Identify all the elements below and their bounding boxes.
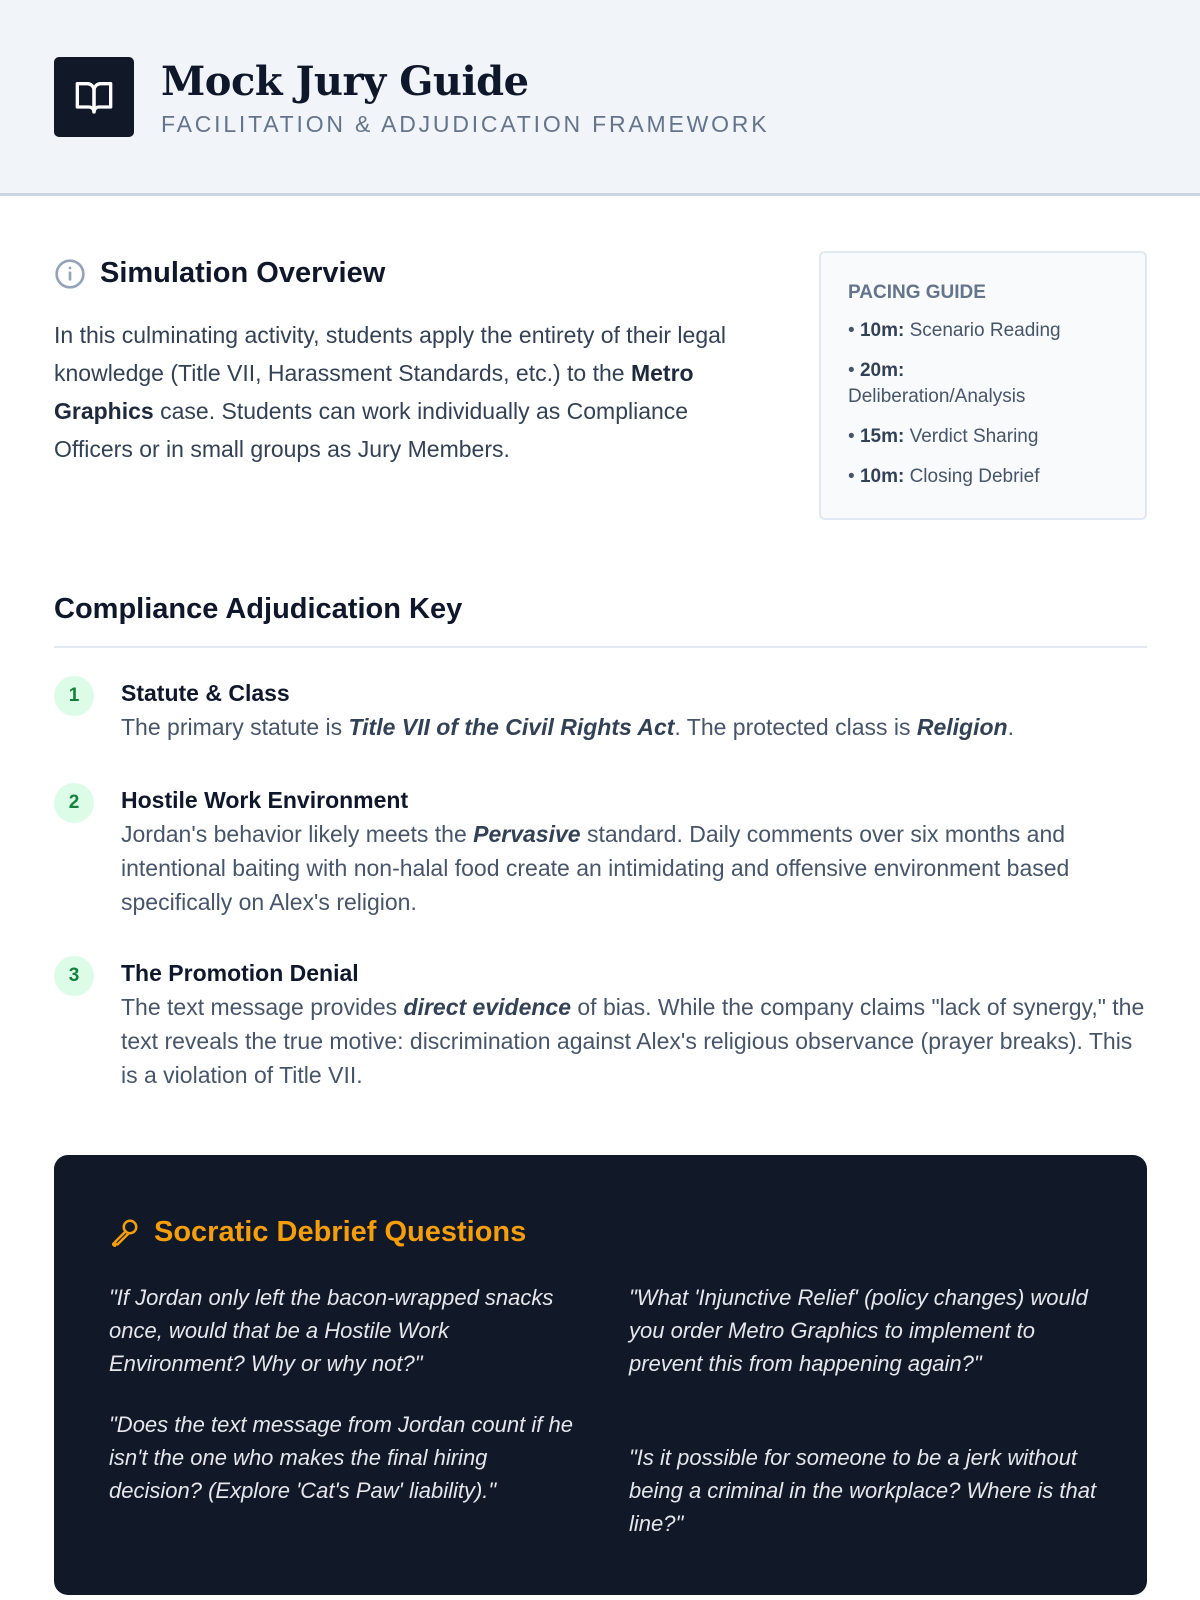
emphasis-text: Pervasive <box>473 821 581 847</box>
pacing-label: Deliberation/Analysis <box>848 386 1026 407</box>
microphone-icon <box>110 1215 140 1249</box>
number-badge: 2 <box>54 783 94 823</box>
number-badge: 1 <box>54 676 94 716</box>
debrief-panel <box>54 1155 1147 1595</box>
body-text: The primary statute is <box>121 714 349 740</box>
pacing-guide-card <box>819 251 1147 520</box>
key-item-body <box>121 990 1147 1092</box>
emphasis-text: Religion <box>916 714 1008 740</box>
debrief-question: "If Jordan only left the bacon-wrapped snacks once, would that be a Hostile Work Environment? Why or why not?" <box>109 1285 554 1376</box>
debrief-question: "Is it possible for someone to be a jerk without being a criminal in the workplace? Where is that line?" <box>629 1445 1097 1536</box>
pacing-time: 20m: <box>859 360 905 381</box>
pacing-label: Closing Debrief <box>909 466 1040 487</box>
info-icon <box>54 258 86 290</box>
pacing-item: • 10m: Closing Debrief <box>848 466 1040 487</box>
body-text: of bias. While the company claims "lack of synergy," the text reveals the true motive: discrimination against Alex's religious observance (prayer breaks). This is a violation of Title VII. <box>121 994 1145 1088</box>
pacing-time: 10m: <box>859 320 905 341</box>
body-text: . The protected class is <box>674 714 917 740</box>
pacing-item: • 10m: Scenario Reading <box>848 320 1061 341</box>
pacing-time: 15m: <box>859 426 905 447</box>
key-item-heading: Hostile Work Environment <box>121 787 409 813</box>
overview-body <box>54 316 754 468</box>
emphasis-text: direct evidence <box>403 994 571 1020</box>
page-title: Mock Jury Guide <box>161 58 529 105</box>
key-item-body <box>121 710 1147 744</box>
open-book-icon <box>74 77 114 117</box>
pacing-guide-title: PACING GUIDE <box>848 282 986 303</box>
emphasis-text: Title VII of the Civil Rights Act <box>348 714 675 740</box>
case-name: Metro Graphics <box>54 360 694 424</box>
page-subtitle: FACILITATION & ADJUDICATION FRAMEWORK <box>161 111 770 137</box>
divider <box>54 646 1147 648</box>
body-text: The text message provides <box>121 994 404 1020</box>
pacing-label: Scenario Reading <box>909 320 1061 341</box>
number-badge: 3 <box>54 956 94 996</box>
key-item-heading: Statute & Class <box>121 680 290 706</box>
adjudication-key-title: Compliance Adjudication Key <box>54 593 463 625</box>
body-text: Jordan's behavior likely meets the <box>121 821 474 847</box>
overview-text: In this culminating activity, students apply the entirety of their legal knowledge (Title VII, Harassment Standards, etc.) to the <box>54 322 727 386</box>
body-text: standard. Daily comments over six months and intentional baiting with non-halal food create an intimidating and offensive environment based specifically on Alex's religion. <box>121 821 1070 915</box>
key-item-heading: The Promotion Denial <box>121 960 359 986</box>
pacing-label: Verdict Sharing <box>909 426 1039 447</box>
body-text: . <box>1007 714 1014 740</box>
debrief-title: Socratic Debrief Questions <box>154 1216 527 1248</box>
page-header <box>0 0 1200 196</box>
debrief-question: "Does the text message from Jordan count if he isn't the one who makes the final hiring decision? (Explore 'Cat's Paw' liability)." <box>109 1412 573 1503</box>
overview-text: case. Students can work individually as Compliance Officers or in small groups as Jury Members. <box>54 398 689 462</box>
pacing-time: 10m: <box>859 466 905 487</box>
pacing-item: • 20m: Deliberation/Analysis <box>848 360 1026 407</box>
debrief-question: "What 'Injunctive Relief' (policy changes) would you order Metro Graphics to implement to prevent this from happening again?" <box>629 1285 1088 1376</box>
overview-title: Simulation Overview <box>100 257 386 289</box>
pacing-item: • 15m: Verdict Sharing <box>848 426 1039 447</box>
key-item-body <box>121 817 1147 919</box>
logo <box>54 57 134 137</box>
